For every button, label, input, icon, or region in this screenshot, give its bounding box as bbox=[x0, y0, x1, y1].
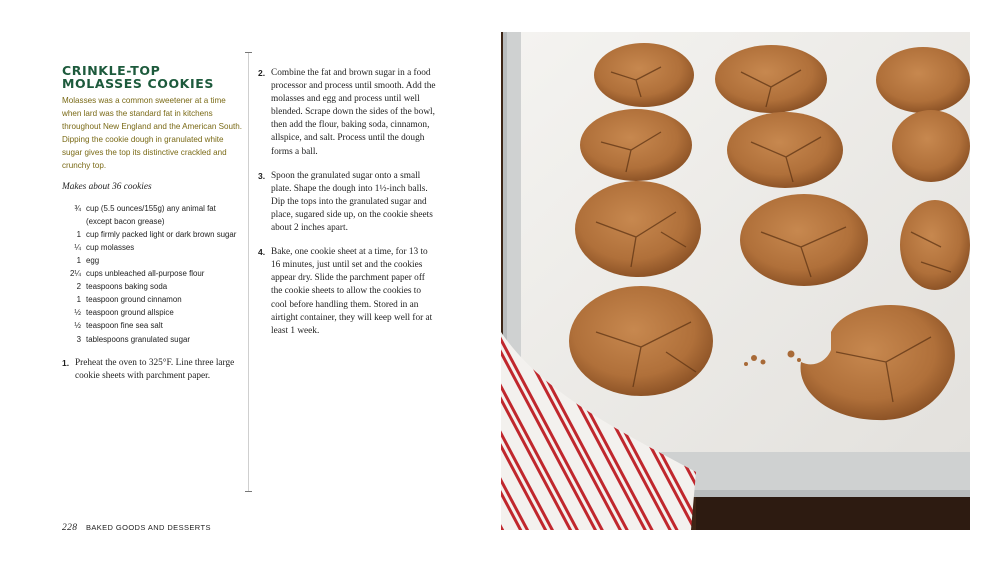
column-divider bbox=[248, 52, 249, 492]
step-text: Combine the fat and brown sugar in a food processor and process until smooth. Add the molasses and egg and process until well blended. Scrape down the sides of the bowl, then add the flour, baking soda, cinnamon, allspice, and salt. Process until the dough forms a ball. bbox=[271, 68, 436, 157]
cookie bbox=[900, 200, 970, 290]
ingredient-qty: 2 bbox=[76, 282, 81, 292]
ingredient-text: cups unbleached all-purpose flour bbox=[86, 269, 205, 279]
cookie bbox=[594, 43, 694, 107]
cookie bbox=[876, 47, 970, 113]
ingredient-text: tablespoons granulated sugar bbox=[86, 334, 190, 344]
steps-list-left bbox=[62, 357, 242, 383]
ingredient-qty: 1 bbox=[76, 295, 81, 305]
ingredient-text: cup molasses bbox=[86, 242, 135, 252]
recipe-left-column bbox=[62, 64, 242, 383]
ingredient-item bbox=[62, 254, 242, 267]
recipe-intro: Molasses was a common sweetener at a time when lard was the standard fat in kitchens throughout New England and the American South. Dipping the cookie dough in granulated white sugar gives the top its distinctive crackled and crunchy top. bbox=[62, 96, 242, 171]
steps-list-right bbox=[258, 67, 438, 338]
cookies-photo-art bbox=[501, 32, 970, 530]
cookie bbox=[569, 286, 713, 396]
ingredient-qty: ½ bbox=[74, 321, 81, 331]
cookie bbox=[892, 110, 970, 182]
ingredient-qty: 3 bbox=[76, 334, 81, 344]
ingredient-item bbox=[62, 293, 242, 306]
ingredient-qty: 1 bbox=[76, 255, 81, 265]
ingredient-text: teaspoon ground allspice bbox=[86, 308, 174, 318]
ingredient-item bbox=[62, 228, 242, 241]
step-text: Preheat the oven to 325°F. Line three large cookie sheets with parchment paper. bbox=[75, 357, 235, 381]
ingredient-item bbox=[62, 202, 242, 228]
ingredient-text: cup firmly packed light or dark brown sugar bbox=[86, 229, 237, 239]
ingredient-item bbox=[62, 319, 242, 332]
step-2 bbox=[258, 67, 438, 159]
step-3 bbox=[258, 170, 438, 235]
ingredient-qty: 1 bbox=[76, 229, 81, 239]
ingredient-item bbox=[62, 241, 242, 254]
ingredient-qty: ½ bbox=[74, 308, 81, 318]
divider-tick-top bbox=[245, 52, 252, 53]
section-name: BAKED GOODS AND DESSERTS bbox=[85, 523, 211, 532]
cookies-photo bbox=[501, 32, 970, 530]
ingredient-text: teaspoon ground cinnamon bbox=[86, 295, 182, 305]
recipe-middle-column bbox=[258, 67, 438, 349]
cookie bbox=[575, 181, 701, 277]
page-footer bbox=[62, 523, 211, 533]
ingredient-text: egg bbox=[86, 255, 100, 265]
ingredient-qty: ¼ bbox=[74, 242, 81, 252]
step-1 bbox=[62, 357, 242, 383]
step-number: 3. bbox=[258, 170, 266, 181]
ingredient-list bbox=[62, 202, 242, 346]
ingredient-item bbox=[62, 267, 242, 280]
ingredient-text: teaspoon fine sea salt bbox=[86, 321, 163, 331]
ingredient-item bbox=[62, 333, 242, 346]
cookie bbox=[580, 109, 692, 181]
cookie bbox=[715, 45, 827, 113]
step-number: 1. bbox=[62, 357, 70, 368]
ingredient-qty: ¾ bbox=[74, 203, 81, 213]
page-number: 228 bbox=[62, 523, 78, 533]
step-number: 4. bbox=[258, 247, 266, 258]
ingredient-qty: 2¼ bbox=[70, 269, 81, 279]
ingredient-text: teaspoons baking soda bbox=[86, 282, 168, 292]
cookie bbox=[727, 112, 843, 188]
step-4 bbox=[258, 246, 438, 338]
ingredient-item bbox=[62, 280, 242, 293]
step-text: Spoon the granulated sugar onto a small plate. Shape the dough into 1½-inch balls. Dip the tops into the granulated sugar and place, sugared side up, on the cookie sheets about 2 inches apart. bbox=[271, 170, 433, 234]
step-text: Bake, one cookie sheet at a time, for 13 to 16 minutes, just until set and the cookies appear dry. Slide the parchment paper off the cookie sheets to allow the cookies to cool before handling them. Stored in an airtight container, they will keep well for at least 1 week. bbox=[271, 247, 433, 336]
ingredient-item bbox=[62, 306, 242, 319]
step-number: 2. bbox=[258, 68, 266, 78]
recipe-yield: Makes about 36 cookies bbox=[62, 181, 152, 192]
divider-tick-bottom bbox=[245, 491, 252, 492]
ingredient-text: cup (5.5 ounces/155g) any animal fat (except bacon grease) bbox=[86, 203, 216, 226]
cookie bbox=[740, 194, 868, 286]
recipe-title: CRINKLE-TOP MOLASSES COOKIES bbox=[62, 63, 214, 91]
